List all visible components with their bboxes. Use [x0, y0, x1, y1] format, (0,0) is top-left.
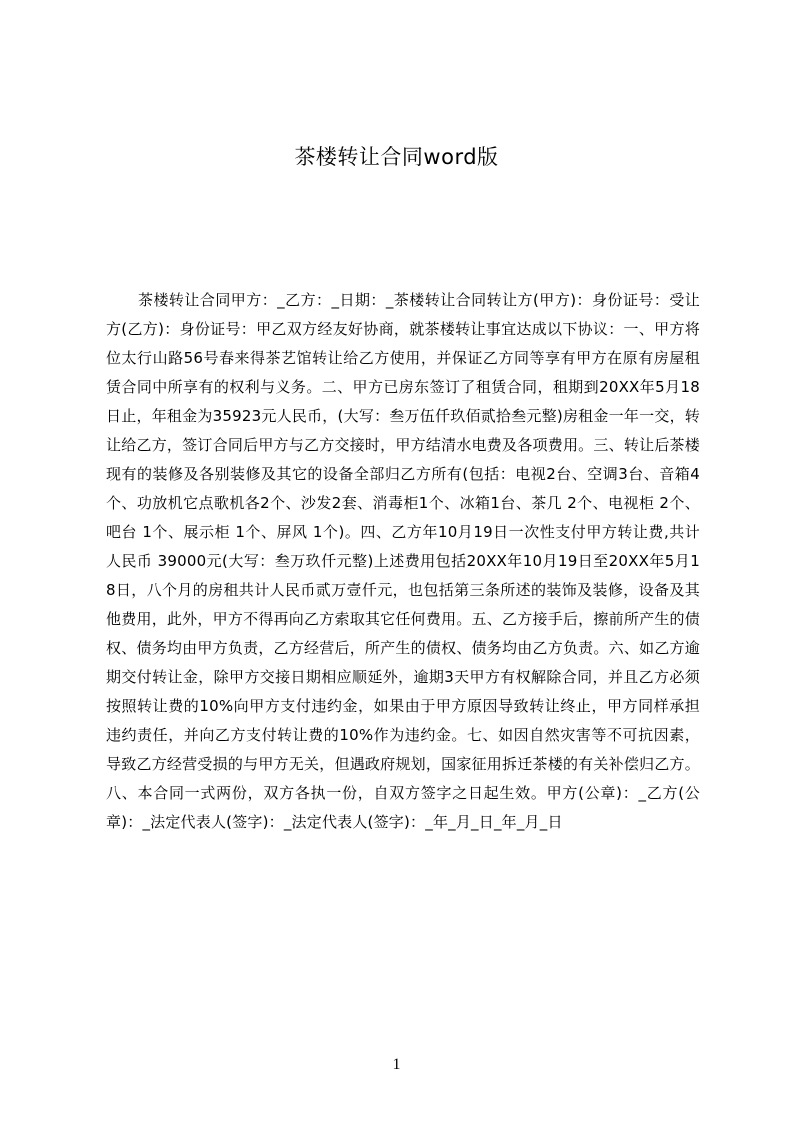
contract-body-text: 茶楼转让合同甲方：_乙方：_日期：_茶楼转让合同转让方(甲方)：身份证号：受让方(乙方)：身份证号：甲乙双方经友好协商，就茶楼转让事宜达成以下协议：一、甲方将位太行山路56号春来得茶艺馆转让给乙方使用，并保证乙方同等享有甲方在原有房屋租赁合同中所享有的权利与义务。二、甲方已房东签订了租赁合同，租期到20XX年5月18日止，年租金为35923元人民币，(大写：叁万伍仟玖佰贰拾叁元整)房租金一年一交，转让给乙方，签订合同后甲方与乙方交接时，甲方结清水电费及各项费用。三、转让后茶楼现有的装修及各别装修及其它的设备全部归乙方所有(包括：电视2台、空调3台、音箱4个、功放机它点歌机各2个、沙发2套、消毒柜1个、冰箱1台、茶几 2个、电视柜 2个、吧台 1个、展示柜 1个、屏风 1个)。四、乙方年10月19日一次性支付甲方转让费,共计人民币 39000元(大写：叁万玖仟元整)上述费用包括20XX年10月19日至20XX年5月18日，八个月的房租共计人民币贰万壹仟元，也包括第三条所述的装饰及装修，设备及其他费用，此外，甲方不得再向乙方索取其它任何费用。五、乙方接手后，擦前所产生的债权、债务均由甲方负责，乙方经营后，所产生的债权、债务均由乙方负责。六、如乙方逾期交付转让金，除甲方交接日期相应顺延外，逾期3天甲方有权解除合同，并且乙方必须按照转让费的10%向甲方支付违约金，如果由于甲方原因导致转让终止，甲方同样承担违约责任，并向乙方支付转让费的10%作为违约金。七、如因自然灾害等不可抗因素，导致乙方经营受损的与甲方无关，但遇政府规划，国家征用拆迁茶楼的有关补偿归乙方。八、本合同一式两份，双方各执一份，自双方签字之日起生效。甲方(公章)：_乙方(公章)：_法定代表人(签字)：_法定代表人(签字)：_年_月_日_年_月_日: [106, 291, 700, 831]
page-number: 1: [392, 1056, 401, 1073]
document-title: 茶楼转让合同word版: [294, 145, 499, 169]
